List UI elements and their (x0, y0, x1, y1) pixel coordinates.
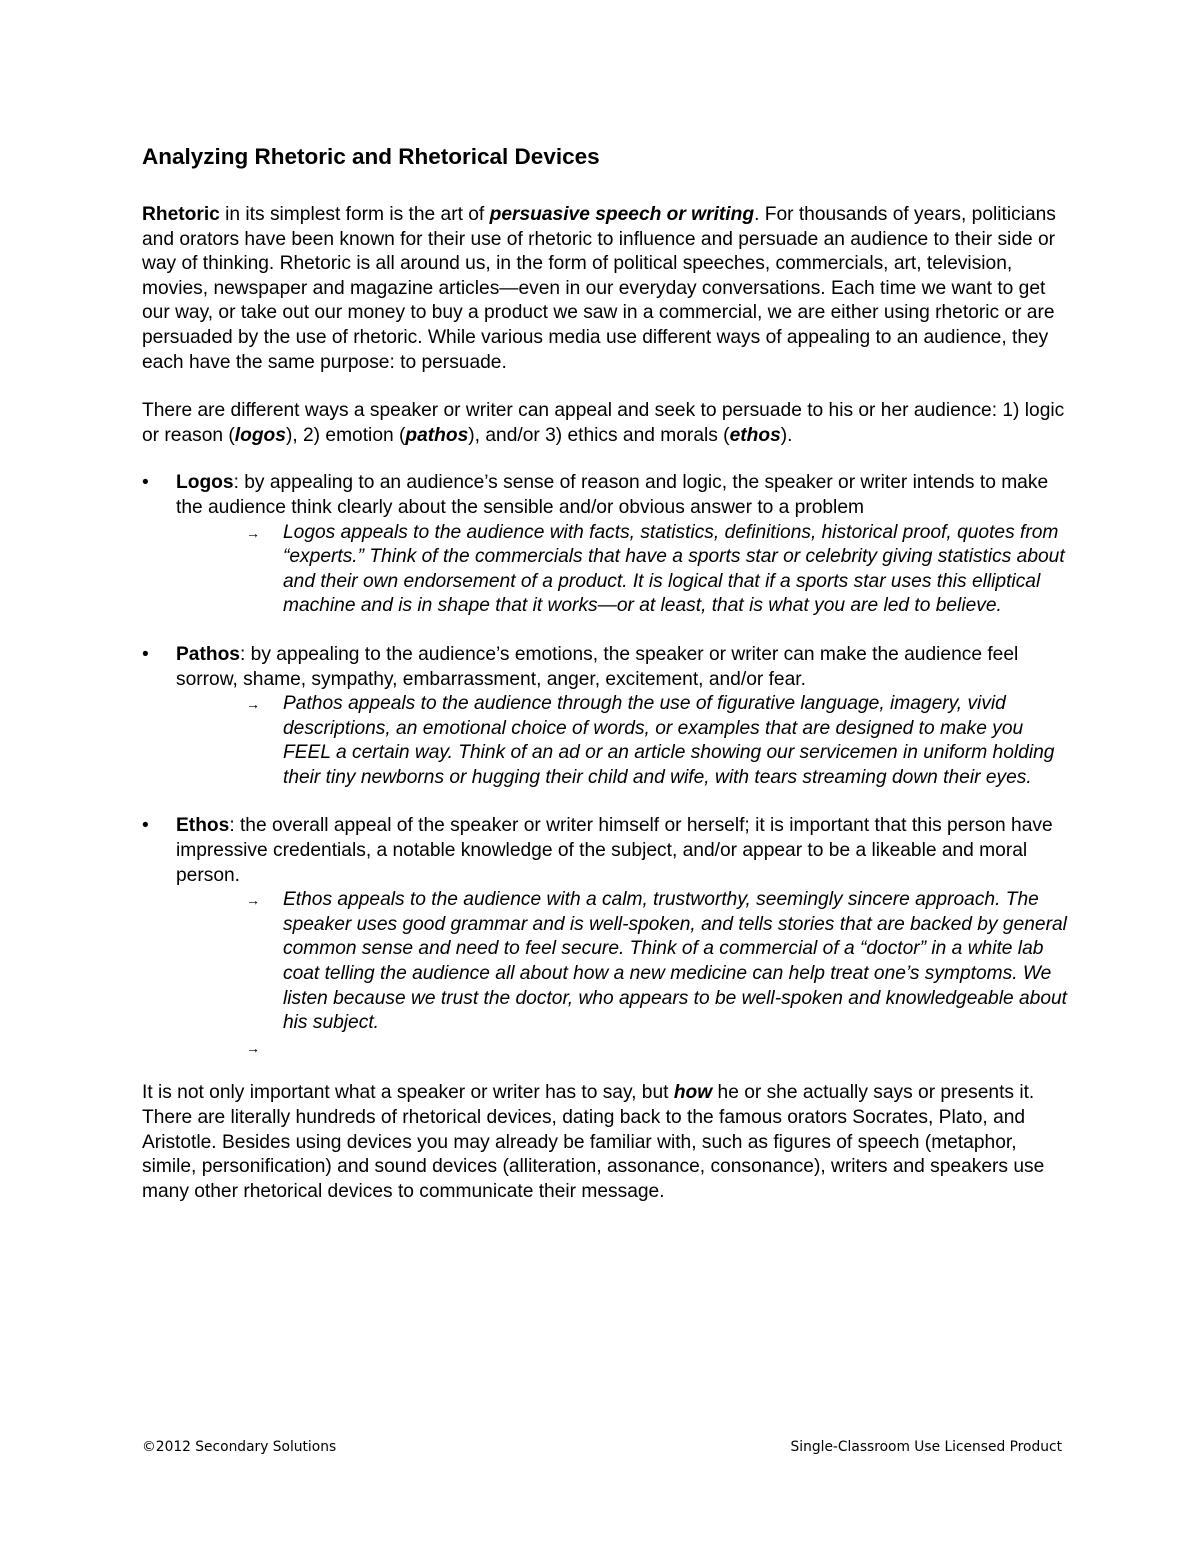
appeal-example (176, 521, 1067, 619)
page-title: Analyzing Rhetoric and Rhetorical Devices (142, 144, 600, 169)
appeal-example-text: Ethos appeals to the audience with a calm, trustworthy, seemingly sincere approach. The speaker uses good grammar and is well-spoken, and tells stories that are backed by general common sense and need to feel secure. Think of a commercial of a “doctor” in a white lab coat telling the audience all about how a new medicine can help treat one’s symptoms. We listen because we trust the doctor, who appears to be well-spoken and knowledgeable about his subject. (283, 889, 1067, 1034)
bullet-icon: • (142, 815, 149, 837)
ways-paragraph (142, 399, 1067, 448)
closing-text-2: he or she actually says or presents it. There are literally hundreds of rhetorical devices, dating back to the famous orators Socrates, Plato, and Aristotle. Besides using devices you may already be familiar with, such as figures of speech (metaphor, simile, personification) and sound devices (alliteration, assonance, consonance), writers and speakers use many other rhetorical devices to communicate their message. (142, 1082, 1045, 1202)
appeal-term: Pathos (176, 643, 240, 665)
intro-paragraph (142, 203, 1067, 375)
arrow-right-icon: → (246, 1039, 260, 1056)
intro-term: Rhetoric (142, 204, 220, 225)
appeal-term: Ethos (176, 815, 230, 837)
arrow-right-icon: → (246, 696, 260, 713)
appeal-definition (176, 643, 1067, 692)
ways-text-4: ). (780, 424, 793, 446)
appeal-term: Logos (176, 472, 234, 494)
bullet-icon: • (142, 472, 149, 494)
document-body (142, 143, 1067, 1204)
ways-ethos: ethos (729, 424, 781, 446)
page-footer (142, 1437, 1062, 1457)
bullet-icon: • (142, 643, 149, 665)
closing-paragraph (142, 1081, 1067, 1204)
appeal-definition (176, 471, 1067, 520)
footer-license: Single-Classroom Use Licensed Product (790, 1439, 1062, 1455)
appeal-definition (176, 814, 1067, 888)
ways-logos: logos (234, 424, 286, 446)
ways-text-1: There are different ways a speaker or writer can appeal and seek to persuade to his or her audience: 1) logic or reason ( (142, 400, 1065, 446)
intro-emphasis: persuasive speech or writing (489, 204, 755, 225)
appeal-example-text: Pathos appeals to the audience through the use of figurative language, imagery, vivid descriptions, an emotional choice of words, or examples that are designed to make you FEEL a certain way. Think of an ad or an article showing our servicemen in uniform holding their tiny newborns or hugging their child and wife, with tears streaming down their eyes. (283, 693, 1055, 788)
closing-emphasis: how (673, 1082, 713, 1104)
appeal-ethos (142, 814, 1067, 1035)
footer-copyright: ©2012 Secondary Solutions (142, 1439, 337, 1455)
appeal-definition-text: : the overall appeal of the speaker or writer himself or herself; it is important that this person have impressive credentials, a notable knowledge of the subject, and/or appear to be a likeable and moral person. (176, 815, 1053, 886)
appeal-definition-text: : by appealing to the audience’s emotions, the speaker or writer can make the audience feel sorrow, shame, sympathy, embarrassment, anger, excitement, and/or fear. (176, 643, 1019, 690)
closing-text-1: It is not only important what a speaker or writer has to say, but (142, 1082, 674, 1104)
appeal-example (176, 888, 1067, 1036)
appeal-example (176, 692, 1067, 790)
ways-text-3: ), and/or 3) ethics and morals ( (468, 424, 730, 446)
appeal-pathos (142, 643, 1067, 791)
arrow-right-icon: → (246, 892, 260, 909)
ways-text-2: ), 2) emotion ( (285, 424, 406, 446)
appeal-definition-text: : by appealing to an audience’s sense of reason and logic, the speaker or writer intends to make the audience think clearly about the sensible and/or obvious answer to a problem (176, 472, 1049, 518)
intro-text-1: in its simplest form is the art of (219, 204, 490, 225)
appeal-logos (142, 471, 1067, 619)
appeal-example-text: Logos appeals to the audience with facts, statistics, definitions, historical proof, quotes from “experts.” Think of the commercials that have a sports star or celebrity giving statistics about and their own endorsement of a product. It is logical that if a sports star uses this elliptical machine and is in shape that it works—or at least, that is what you are led to believe. (283, 521, 1065, 617)
intro-text-2: . For thousands of years, politicians and orators have been known for their use of rhetoric to influence and persuade an audience to their side or way of thinking. Rhetoric is all around us, in the form of political speeches, commercials, art, television, movies, newspaper and magazine articles—even in our everyday conversations. Each time we want to get our way, or take out our money to buy a product we saw in a commercial, we are either using rhetoric or are persuaded by the use of rhetoric. While various media use different ways of appealing to an audience, they each have the same purpose: to persuade. (142, 204, 1056, 373)
ways-pathos: pathos (405, 424, 469, 446)
arrow-right-icon: → (246, 524, 260, 541)
empty-list-item (142, 1036, 1067, 1061)
